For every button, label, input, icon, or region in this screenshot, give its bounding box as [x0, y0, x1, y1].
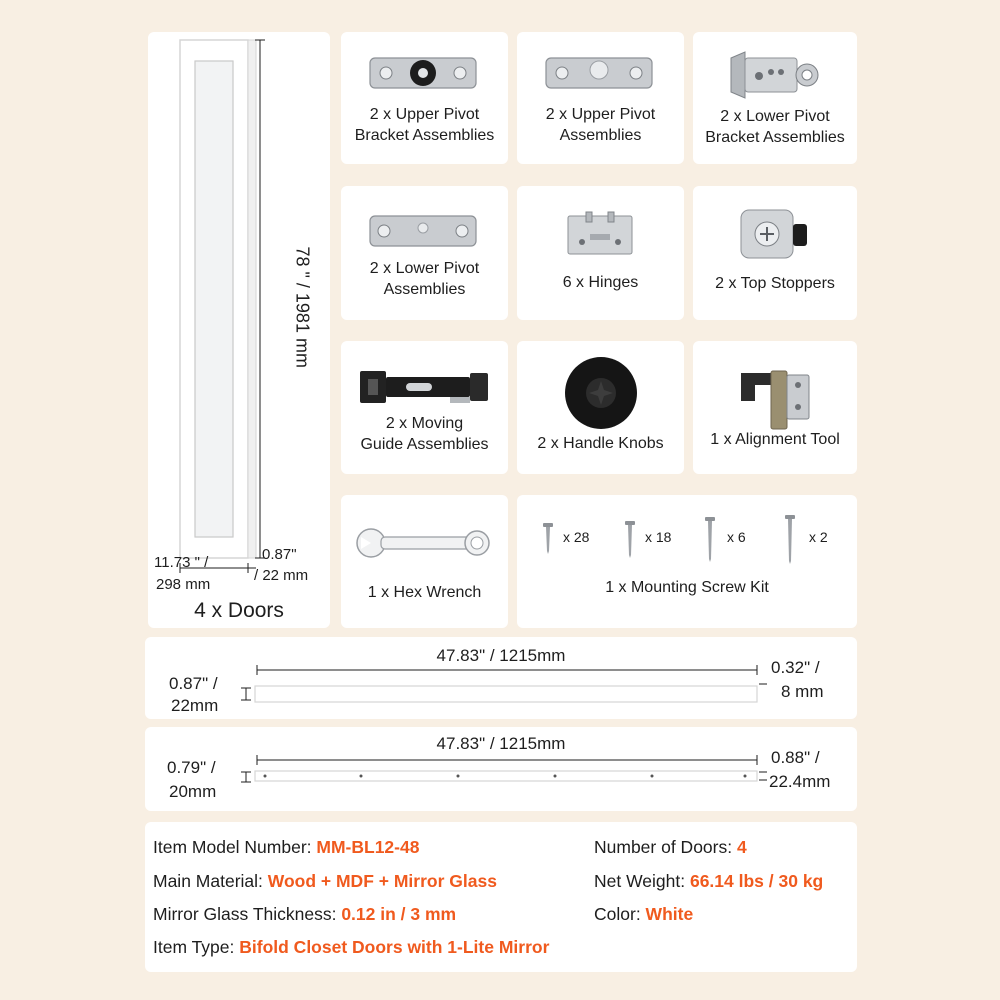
part-card — [693, 32, 857, 164]
part-label-line1: 6 x Hinges — [562, 274, 639, 291]
screw-count: x 18 — [645, 529, 672, 545]
spec-material: Main Material: Wood + MDF + Mirror Glass — [153, 871, 497, 891]
screw-long-icon — [783, 513, 797, 565]
part-card — [517, 32, 684, 164]
top-track-card — [145, 637, 857, 719]
part-label-line1: 2 x Upper Pivot — [545, 106, 656, 123]
top-track-depth-in: 0.32" / — [771, 658, 820, 677]
screw-kit-label: 1 x Mounting Screw Kit — [605, 579, 769, 596]
screw-count: x 2 — [809, 529, 828, 545]
part-card — [693, 186, 857, 320]
bottom-track-depth-mm: 22.4mm — [769, 772, 831, 791]
handle-knob-icon — [561, 353, 641, 433]
lower-pivot-icon — [364, 210, 484, 252]
top-track-length: 47.83" / 1215mm — [436, 646, 566, 665]
door-card — [148, 32, 330, 628]
door-edge — [248, 40, 256, 558]
door-width-mm: 298 mm — [156, 576, 211, 593]
part-card — [517, 186, 684, 320]
part-card — [341, 495, 508, 628]
screw-small-icon — [541, 521, 555, 555]
part-label-line1: 2 x Moving — [385, 415, 464, 432]
part-label-line2: Assemblies — [559, 127, 642, 144]
bottom-track-length: 47.83" / 1215mm — [436, 734, 566, 753]
screw-large-icon — [703, 515, 717, 563]
bottom-track-height-mm: 20mm — [169, 782, 217, 801]
part-label-line1: 1 x Alignment Tool — [710, 431, 840, 448]
spec-card — [145, 822, 857, 972]
part-card — [341, 186, 508, 320]
part-card — [341, 341, 508, 474]
part-card — [693, 341, 857, 474]
part-label-line1: 2 x Lower Pivot — [720, 108, 830, 125]
bottom-track-card — [145, 727, 857, 811]
door-count-label: 4 x Doors — [194, 599, 284, 622]
bottom-track-height-in: 0.79" / — [167, 758, 216, 777]
door-thickness-mm: / 22 mm — [254, 567, 309, 584]
spec-door-count: Number of Doors: 4 — [594, 837, 747, 857]
part-label-line2: Bracket Assemblies — [354, 127, 495, 144]
part-label-line2: Guide Assemblies — [360, 436, 489, 453]
lower-pivot-bracket-icon — [723, 48, 823, 104]
screw-medium-icon — [623, 519, 637, 559]
mirror-glass — [195, 61, 233, 537]
bottom-track-bar — [255, 771, 757, 781]
screw-kit-card — [517, 495, 857, 628]
part-label-line2: Bracket Assemblies — [705, 129, 845, 146]
spec-item-type: Item Type: Bifold Closet Doors with 1-Lite Mirror — [153, 937, 550, 957]
part-card — [517, 341, 684, 474]
part-label-line1: 2 x Top Stoppers — [715, 275, 835, 292]
door-width-in: 11.73 " / — [154, 554, 209, 571]
bottom-track-depth-in: 0.88" / — [771, 748, 820, 767]
top-track-bar — [255, 686, 757, 702]
part-card — [341, 32, 508, 164]
upper-pivot-icon — [540, 48, 660, 96]
spec-net-weight: Net Weight: 66.14 lbs / 30 kg — [594, 871, 824, 891]
screw-count: x 28 — [563, 529, 590, 545]
part-label-line2: Assemblies — [383, 281, 466, 298]
part-label-line1: 2 x Handle Knobs — [537, 435, 664, 452]
screw-count: x 6 — [727, 529, 746, 545]
spec-glass-thickness: Mirror Glass Thickness: 0.12 in / 3 mm — [153, 904, 457, 924]
door-thickness-in: 0.87" — [262, 546, 297, 563]
top-track-height-in: 0.87" / — [169, 674, 218, 693]
part-label-line1: 1 x Hex Wrench — [367, 584, 482, 601]
top-stopper-icon — [733, 202, 817, 264]
spec-color: Color: White — [594, 904, 694, 924]
spec-model: Item Model Number: MM-BL12-48 — [153, 837, 420, 857]
hex-wrench-icon — [355, 523, 495, 567]
top-track-depth-mm: 8 mm — [781, 682, 824, 701]
alignment-tool-icon — [731, 361, 821, 431]
upper-pivot-bracket-icon — [364, 48, 484, 96]
part-label-line1: 2 x Lower Pivot — [369, 260, 480, 277]
moving-guide-icon — [354, 363, 494, 411]
door-height-label: 78 " / 1981 mm — [292, 246, 313, 368]
hinge-icon — [560, 206, 640, 262]
top-track-height-mm: 22mm — [171, 696, 219, 715]
part-label-line1: 2 x Upper Pivot — [369, 106, 480, 123]
